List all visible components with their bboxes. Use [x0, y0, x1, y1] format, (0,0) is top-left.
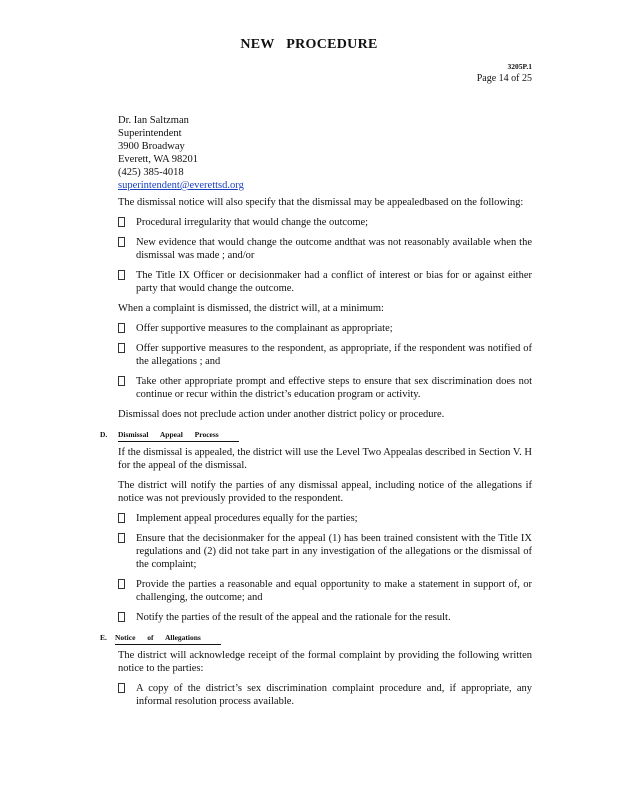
paragraph: When a complaint is dismissed, the district will, at a minimum:: [118, 303, 384, 314]
appeal-grounds-list: [118, 216, 532, 295]
address-line: Everett, WA 98201: [118, 154, 199, 165]
list-item: Offer supportive measures to the respondent, as appropriate, if the respondent was notified of the allegations ; and: [118, 342, 532, 368]
procedure-code: 3205P.1: [507, 62, 532, 71]
paragraph: The dismissal notice will also specify that the dismissal may be appealedbased on the following:: [118, 197, 524, 208]
checkbox-glyph-icon: [118, 376, 125, 386]
checkbox-glyph-icon: [118, 237, 125, 247]
checkbox-glyph-icon: [118, 343, 125, 353]
paragraph: The district will notify the parties of any dismissal appeal, including notice of the allegations if notice was not previously provided to the respondent.: [118, 480, 532, 504]
address-line: (425) 385-4018: [118, 167, 184, 178]
section-heading-d: D. Dismissal Appeal Process: [100, 428, 532, 440]
paragraph: If the dismissal is appealed, the district will use the Level Two Appealas described in Section V. H for the appeal of the dismissal.: [118, 447, 532, 471]
appeal-steps-list: [118, 512, 532, 624]
address-line: Dr. Ian Saltzman: [118, 115, 189, 126]
checkbox-glyph-icon: [118, 612, 125, 622]
page-title: NEW PROCEDURE: [240, 37, 378, 52]
address-line: Superintendent: [118, 128, 182, 139]
document-body: [100, 114, 532, 715]
address-line: 3900 Broadway: [118, 141, 185, 152]
list-item: Provide the parties a reasonable and equal opportunity to make a statement in support of, or challenging, the outcome; and: [118, 578, 532, 604]
minimum-actions-list: [118, 322, 532, 401]
list-item: Offer supportive measures to the complainant as appropriate;: [118, 322, 532, 335]
page-number: Page 14 of 25: [476, 73, 532, 84]
checkbox-glyph-icon: [118, 513, 125, 523]
list-item: Implement appeal procedures equally for the parties;: [118, 512, 532, 525]
notice-items-list: [118, 682, 532, 708]
list-item: New evidence that would change the outcome andthat was not reasonably available when the dismissal was made ; and/or: [118, 236, 532, 262]
checkbox-glyph-icon: [118, 217, 125, 227]
checkbox-glyph-icon: [118, 579, 125, 589]
checkbox-glyph-icon: [118, 533, 125, 543]
checkbox-glyph-icon: [118, 683, 125, 693]
checkbox-glyph-icon: [118, 270, 125, 280]
address-block: [118, 114, 532, 192]
list-item: A copy of the district’s sex discrimination complaint procedure and, if appropriate, any informal resolution process available.: [118, 682, 532, 708]
email-link[interactable]: superintendent@everettsd.org: [118, 180, 244, 191]
list-item: Notify the parties of the result of the appeal and the rationale for the result.: [118, 611, 532, 624]
paragraph: The district will acknowledge receipt of the formal complaint by providing the following written notice to the parties:: [118, 650, 532, 674]
list-item: The Title IX Officer or decisionmaker had a conflict of interest or bias for or against either party that would change the outcome.: [118, 269, 532, 295]
list-item: Ensure that the decisionmaker for the appeal (1) has been trained consistent with the Title IX regulations and (2) did not take part in any investigation of the allegations or the dismissal of the complaint;: [118, 532, 532, 571]
list-item: Procedural irregularity that would change the outcome;: [118, 216, 532, 229]
list-item: Take other appropriate prompt and effective steps to ensure that sex discrimination does not continue or recur within the district’s education program or activity.: [118, 375, 532, 401]
section-heading-e: E. Notice of Allegations: [100, 631, 532, 643]
paragraph: Dismissal does not preclude action under another district policy or procedure.: [118, 409, 445, 420]
checkbox-glyph-icon: [118, 323, 125, 333]
